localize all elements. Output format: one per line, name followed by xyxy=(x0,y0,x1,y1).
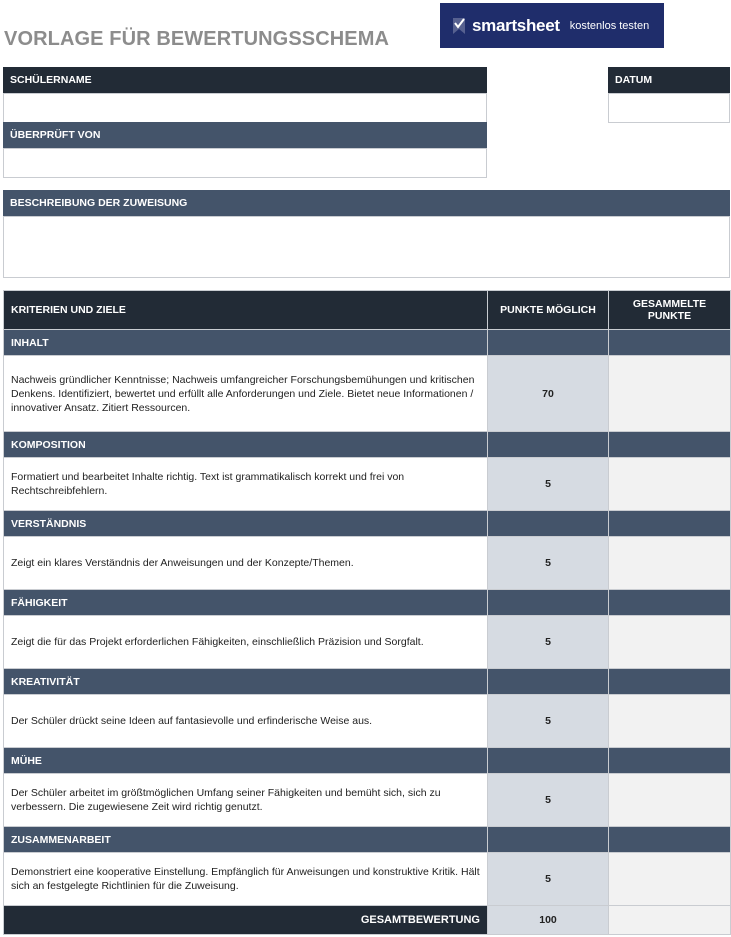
rubric-table xyxy=(3,290,731,935)
criteria-description: Der Schüler drückt seine Ideen auf fantasievolle und erfinderische Weise aus. xyxy=(4,695,488,748)
criteria-description: Formatiert und bearbeitet Inhalte richtig. Text ist grammatikalisch korrekt und frei von Rechtschreibfehlern. xyxy=(4,458,488,511)
date-label: DATUM xyxy=(608,67,730,93)
criteria-row xyxy=(4,853,731,906)
points-earned-cell[interactable] xyxy=(609,695,731,748)
page-title: VORLAGE FÜR BEWERTUNGSSCHEMA xyxy=(4,28,390,50)
student-name-label: SCHÜLERNAME xyxy=(3,67,487,93)
criteria-row xyxy=(4,458,731,511)
smartsheet-logo-icon xyxy=(452,17,466,35)
criteria-description: Demonstriert eine kooperative Einstellung. Empfänglich für Anweisungen und konstruktive Kritik. Hält sich an festgelegte Richtlinien für die Zuweisung. xyxy=(4,853,488,906)
brand-cta: kostenlos testen xyxy=(569,19,650,32)
total-points-possible: 100 xyxy=(488,906,609,935)
points-possible-cell: 70 xyxy=(488,356,609,432)
reviewed-by-label: ÜBERPRÜFT VON xyxy=(3,122,487,148)
assignment-description-field[interactable] xyxy=(3,216,730,278)
points-possible-cell: 5 xyxy=(488,616,609,669)
points-earned-cell[interactable] xyxy=(609,458,731,511)
criteria-row xyxy=(4,537,731,590)
student-name-field[interactable] xyxy=(3,93,487,123)
criteria-header: KRITERIEN UND ZIELE xyxy=(4,291,488,330)
category-label: INHALT xyxy=(4,330,488,356)
points-possible-cell: 5 xyxy=(488,695,609,748)
category-row xyxy=(4,432,731,458)
category-label: VERSTÄNDNIS xyxy=(4,511,488,537)
category-row xyxy=(4,590,731,616)
smartsheet-trial-button[interactable] xyxy=(440,3,664,48)
criteria-description: Nachweis gründlicher Kenntnisse; Nachweis umfangreicher Forschungsbemühungen und kritischen Denkens. Identifiziert, bewertet und erfüllt alle Anforderungen und Ziele. Bietet neue Informationen / innovativer Ansatz. Zitiert Ressourcen. xyxy=(4,356,488,432)
assignment-description-label: BESCHREIBUNG DER ZUWEISUNG xyxy=(3,190,730,216)
points-possible-cell: 5 xyxy=(488,853,609,906)
category-row xyxy=(4,748,731,774)
reviewed-by-field[interactable] xyxy=(3,148,487,178)
category-label: FÄHIGKEIT xyxy=(4,590,488,616)
points-possible-cell: 5 xyxy=(488,537,609,590)
points-earned-cell[interactable] xyxy=(609,853,731,906)
category-row xyxy=(4,511,731,537)
category-label: ZUSAMMENARBEIT xyxy=(4,827,488,853)
points-earned-cell[interactable] xyxy=(609,537,731,590)
criteria-description: Der Schüler arbeitet im größtmöglichen Umfang seiner Fähigkeiten und bemüht sich, sich zu verbessern. Die zugewiesene Zeit wird richtig genutzt. xyxy=(4,774,488,827)
criteria-description: Zeigt die für das Projekt erforderlichen Fähigkeiten, einschließlich Präzision und Sorgfalt. xyxy=(4,616,488,669)
criteria-row xyxy=(4,695,731,748)
criteria-row xyxy=(4,774,731,827)
criteria-row xyxy=(4,616,731,669)
category-row xyxy=(4,330,731,356)
points-possible-cell: 5 xyxy=(488,774,609,827)
table-header-row xyxy=(4,291,731,330)
total-points-earned[interactable] xyxy=(609,906,731,935)
total-label: GESAMTBEWERTUNG xyxy=(4,906,488,935)
category-label: KREATIVITÄT xyxy=(4,669,488,695)
category-label: MÜHE xyxy=(4,748,488,774)
category-label: KOMPOSITION xyxy=(4,432,488,458)
category-row xyxy=(4,827,731,853)
points-earned-cell[interactable] xyxy=(609,774,731,827)
points-earned-header: GESAMMELTE PUNKTE xyxy=(609,291,731,330)
points-earned-cell[interactable] xyxy=(609,356,731,432)
points-possible-cell: 5 xyxy=(488,458,609,511)
date-field[interactable] xyxy=(608,93,730,123)
brand-name: smartsheet xyxy=(472,15,560,35)
points-possible-header: PUNKTE MÖGLICH xyxy=(488,291,609,330)
criteria-description: Zeigt ein klares Verständnis der Anweisungen und der Konzepte/Themen. xyxy=(4,537,488,590)
category-row xyxy=(4,669,731,695)
points-earned-cell[interactable] xyxy=(609,616,731,669)
criteria-row xyxy=(4,356,731,432)
total-row xyxy=(4,906,731,935)
